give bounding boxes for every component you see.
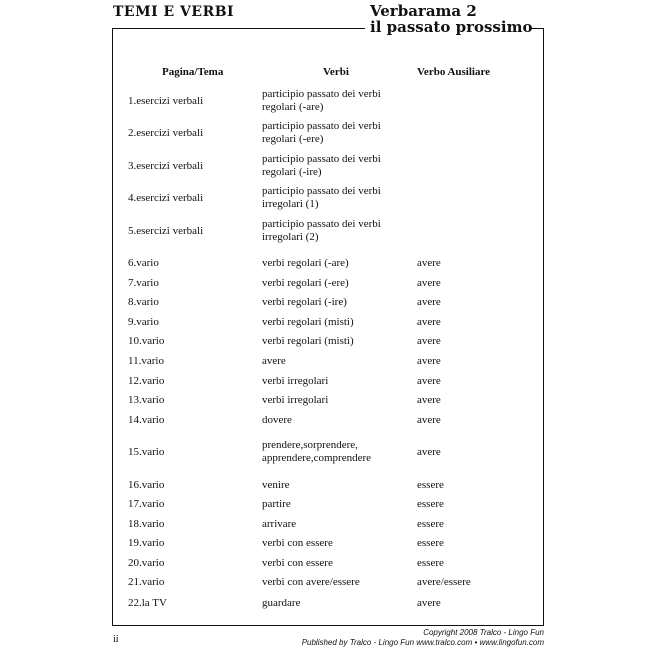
table-cell-tema: 20.vario xyxy=(128,556,165,569)
table-cell-ausiliare: essere xyxy=(417,536,444,549)
table-cell-tema: 7.vario xyxy=(128,276,159,289)
table-cell-tema: 1.esercizi verbali xyxy=(128,94,204,107)
table-cell-verbi: verbi regolari (misti) xyxy=(262,334,354,347)
table-cell-ausiliare: avere xyxy=(417,596,441,609)
table-cell-ausiliare: avere xyxy=(417,445,441,458)
table-cell-ausiliare: avere xyxy=(417,295,441,308)
column-header-ausiliare: Verbo Ausiliare xyxy=(417,66,491,78)
table-cell-tema: 6.vario xyxy=(128,256,159,269)
table-cell-verbi: venire xyxy=(262,478,290,491)
frame-top-border-left xyxy=(112,28,365,29)
table-cell-ausiliare: avere xyxy=(417,354,441,367)
table-cell-ausiliare: essere xyxy=(417,556,444,569)
table-cell-tema: 18.vario xyxy=(128,517,165,530)
frame-top-border-right xyxy=(531,28,544,29)
table-cell-tema: 17.vario xyxy=(128,497,165,510)
table-cell-verbi: avere xyxy=(262,354,286,367)
table-cell-ausiliare: avere xyxy=(417,393,441,406)
table-cell-ausiliare: avere xyxy=(417,256,441,269)
table-cell-tema: 3.esercizi verbali xyxy=(128,159,204,172)
footer-copyright: Copyright 2008 Tralco - Lingo Fun xyxy=(423,628,544,637)
table-cell-verbi: verbi irregolari xyxy=(262,393,329,406)
table-cell-verbi: verbi regolari (misti) xyxy=(262,315,354,328)
table-cell-ausiliare: essere xyxy=(417,517,444,530)
table-cell-ausiliare: avere xyxy=(417,334,441,347)
table-cell-verbi: arrivare xyxy=(262,517,297,530)
table-cell-verbi: verbi regolari (-ire) xyxy=(262,295,347,308)
column-header-tema: Pagina/Tema xyxy=(162,66,224,78)
table-cell-ausiliare: essere xyxy=(417,478,444,491)
column-header-verbi: Verbi xyxy=(323,66,349,78)
table-cell-tema: 2.esercizi verbali xyxy=(128,126,204,139)
table-cell-tema: 10.vario xyxy=(128,334,165,347)
table-cell-tema: 14.vario xyxy=(128,413,165,426)
table-cell-ausiliare: avere xyxy=(417,315,441,328)
table-cell-verbi: partire xyxy=(262,497,291,510)
table-cell-tema: 9.vario xyxy=(128,315,159,328)
table-cell-ausiliare: avere xyxy=(417,413,441,426)
table-cell-tema: 11.vario xyxy=(128,354,164,367)
header-right-title-line2: il passato prossimo xyxy=(370,18,533,36)
header-left-title: TEMI E VERBI xyxy=(113,4,235,20)
table-cell-verbi: participio passato dei verbi regolari (-ire) xyxy=(262,153,381,178)
table-cell-tema: 19.vario xyxy=(128,536,165,549)
footer-publisher: Published by Tralco - Lingo Fun www.tralco.com • www.lingofun.com xyxy=(301,638,544,647)
table-cell-ausiliare: avere xyxy=(417,374,441,387)
table-cell-tema: 21.vario xyxy=(128,575,165,588)
page-number: ii xyxy=(113,634,119,645)
table-cell-tema: 15.vario xyxy=(128,445,165,458)
table-cell-tema: 12.vario xyxy=(128,374,165,387)
table-cell-verbi: verbi irregolari xyxy=(262,374,329,387)
header-right-title-line1: Verbarama 2 xyxy=(370,2,477,20)
table-cell-verbi: dovere xyxy=(262,413,292,426)
table-cell-tema: 4.esercizi verbali xyxy=(128,191,204,204)
table-cell-verbi: verbi con avere/essere xyxy=(262,575,360,588)
table-cell-ausiliare: avere/essere xyxy=(417,575,471,588)
table-cell-verbi: prendere,sorprendere, apprendere,comprendere xyxy=(262,439,372,464)
table-cell-tema: 5.esercizi verbali xyxy=(128,224,204,237)
table-cell-tema: 13.vario xyxy=(128,393,165,406)
table-cell-verbi: participio passato dei verbi regolari (-ere) xyxy=(262,120,381,145)
table-cell-ausiliare: essere xyxy=(417,497,444,510)
table-cell-verbi: participio passato dei verbi irregolari (1) xyxy=(262,185,381,210)
footer-credits xyxy=(302,628,544,648)
table-cell-tema: 8.vario xyxy=(128,295,159,308)
table-cell-verbi: verbi con essere xyxy=(262,536,333,549)
table-cell-verbi: participio passato dei verbi irregolari (2) xyxy=(262,218,381,243)
table-cell-verbi: participio passato dei verbi regolari (-are) xyxy=(262,88,381,113)
table-cell-verbi: verbi regolari (-are) xyxy=(262,256,349,269)
table-cell-tema: 22.la TV xyxy=(128,596,167,609)
table-cell-verbi: guardare xyxy=(262,596,301,609)
table-cell-tema: 16.vario xyxy=(128,478,165,491)
table-cell-verbi: verbi regolari (-ere) xyxy=(262,276,349,289)
table-cell-ausiliare: avere xyxy=(417,276,441,289)
table-cell-verbi: verbi con essere xyxy=(262,556,333,569)
